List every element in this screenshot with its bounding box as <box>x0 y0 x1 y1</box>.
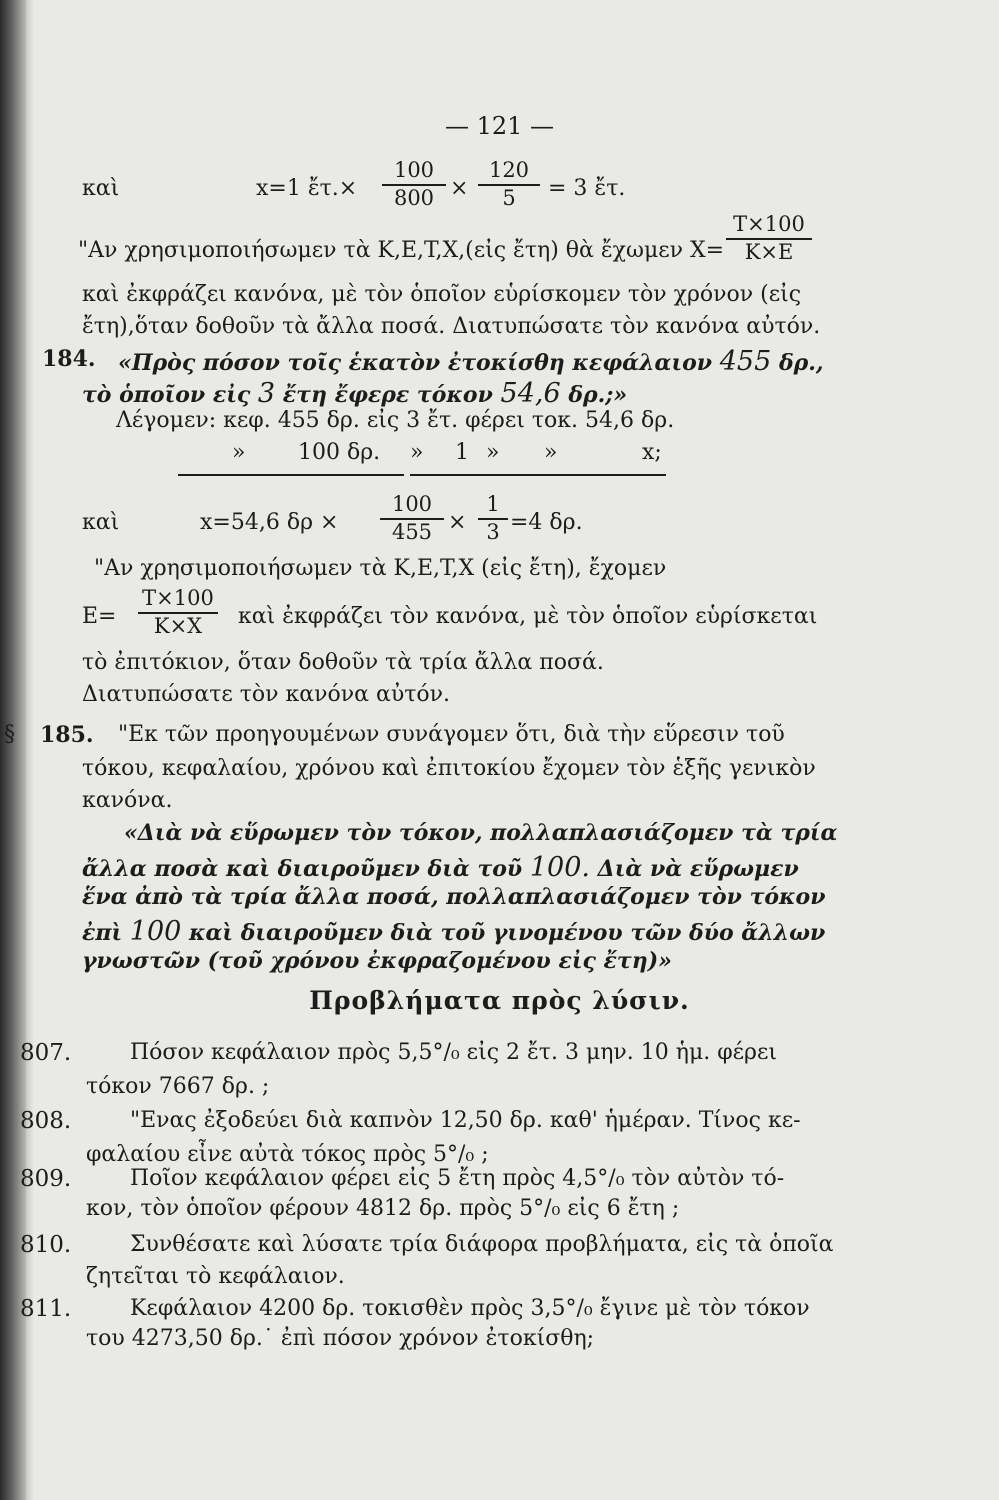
rule-line <box>178 474 404 476</box>
text-line: τόκου, κεφαλαίου, χρόνου καὶ ἐπιτοκίου ἔχομεν τὸν ἑξῆς γενικὸν <box>82 756 816 781</box>
problem-text: του 4273,50 δρ.˙ ἐπὶ πόσον χρόνον ἐτοκίσθη; <box>86 1326 595 1351</box>
ditto-mark: » <box>232 440 246 465</box>
problem-number: 3 <box>257 378 276 409</box>
word-kai: καὶ <box>82 510 120 535</box>
rule-line-5: γνωστῶν (τοῦ χρόνου ἐκφραζομένου εἰς ἔτη)» <box>82 948 672 974</box>
problem-text: "Ενας ἐξοδεύει διὰ καπνὸν 12,50 δρ. καθ' ἡμέραν. Τίνος κε- <box>130 1108 801 1133</box>
page-gutter <box>26 0 34 1500</box>
fraction-time-formula <box>726 214 812 263</box>
fraction-denominator: 800 <box>393 186 435 210</box>
problem-text: δρ.;» <box>568 382 628 408</box>
fraction-denominator: K×E <box>744 240 794 264</box>
rule-text: καὶ διαιροῦμεν διὰ τοῦ γινομένου τῶν δύο ἄλλων <box>189 920 826 946</box>
problem-text: δρ., <box>778 350 824 376</box>
text-line: ἔτη),ὅταν δοθοῦν τὰ ἄλλα ποσά. Διατυπώσατε τὸν κανόνα αὐτόν. <box>82 314 821 339</box>
rate-formula-lhs: E= <box>82 604 117 629</box>
value-1: 1 <box>455 440 469 465</box>
problem-text: «Πρὸς πόσον τοῖς ἑκατὸν ἐτοκίσθη κεφάλαιον <box>118 350 713 376</box>
problem-text: Ποῖον κεφάλαιον φέρει εἰς 5 ἔτη πρὸς 4,5°/₀ τὸν αὐτὸν τό- <box>130 1166 785 1191</box>
problem-text: τὸ ὁποῖον εἰς <box>82 382 251 408</box>
section-number-185: 185. <box>40 722 94 748</box>
fraction-denominator: 455 <box>391 520 433 544</box>
problem-number: 808. <box>20 1108 72 1134</box>
rule-text: ἄλλα ποσὰ καὶ διαιροῦμεν διὰ τοῦ <box>82 856 523 882</box>
formula-result: =4 δρ. <box>510 510 583 535</box>
problem-number: 807. <box>20 1040 72 1066</box>
ditto-mark: » <box>544 440 558 465</box>
problem-text: κον, τὸν ὁποῖον φέρουν 4812 δρ. πρὸς 5°/₀ εἰς 6 ἔτη ; <box>86 1196 680 1221</box>
rule-line <box>410 474 666 476</box>
text-line: "Εκ τῶν προηγουμένων συνάγομεν ὅτι, διὰ τὴν εὕρεσιν τοῦ <box>118 722 785 747</box>
problem-number: 809. <box>20 1166 72 1192</box>
fraction-100-800 <box>382 160 446 209</box>
problem-number: 54,6 <box>500 378 561 409</box>
problem-number: 455 <box>719 346 772 377</box>
time-formula-text: "Αν χρησιμοποιήσωμεν τὰ K,E,T,X,(εἰς ἔτη) θὰ ἔχωμεν X= <box>78 238 725 263</box>
times-sign: × <box>448 510 467 535</box>
formula-x-rate: x=54,6 δρ × <box>200 510 339 535</box>
formula-result: = 3 ἔτ. <box>548 176 626 201</box>
rule-line-2 <box>82 852 799 883</box>
fraction-numerator: 100 <box>391 492 433 516</box>
ditto-mark: » <box>486 440 500 465</box>
fraction-numerator: 100 <box>393 158 435 182</box>
text-line: τὸ ἐπιτόκιον, ὅταν δοθοῦν τὰ τρία ἄλλα ποσά. <box>82 650 604 675</box>
fraction-120-5 <box>478 160 540 209</box>
rule-number: 100. <box>529 852 590 883</box>
unknown-x: x; <box>642 440 662 465</box>
rule-line-3: ἕνα ἀπὸ τὰ τρία ἄλλα ποσά, πολλαπλασιάζομεν τὸν τόκον <box>82 884 826 910</box>
value-100: 100 δρ. <box>298 440 381 465</box>
fraction-numerator: 120 <box>488 158 530 182</box>
text-line: κανόνα. <box>82 788 173 813</box>
rule-line-4 <box>82 916 825 947</box>
section-number-184: 184. <box>42 346 96 372</box>
text-line: Λέγομεν: κεφ. 455 δρ. εἰς 3 ἔτ. φέρει τοκ. 54,6 δρ. <box>116 408 675 433</box>
fraction-rate-formula <box>138 588 218 637</box>
problem-text: φαλαίου εἶνε αὐτὰ τόκος πρὸς 5°/₀ ; <box>86 1142 489 1167</box>
rule-text: ἐπὶ <box>82 920 123 946</box>
section-sign: § <box>4 722 15 747</box>
word-kai: καὶ <box>82 176 120 201</box>
rule-line-1: «Διὰ νὰ εὕρωμεν τὸν τόκον, πολλαπλασιάζομεν τὰ τρία <box>124 820 838 846</box>
text-line: Διατυπώσατε τὸν κανόνα αὐτόν. <box>82 682 450 707</box>
page-number: — 121 — <box>444 112 555 140</box>
fraction-denominator: 5 <box>502 186 516 210</box>
formula-x-time: x=1 ἔτ.× <box>256 176 358 201</box>
problem-text: Πόσον κεφάλαιον πρὸς 5,5°/₀ εἰς 2 ἔτ. 3 μην. 10 ἡμ. φέρει <box>130 1040 778 1065</box>
fraction-numerator: 1 <box>486 492 500 516</box>
fraction-denominator: K×X <box>153 614 203 638</box>
problem-text: ἔτη ἔφερε τόκον <box>282 382 493 408</box>
book-spine-shadow <box>0 0 26 1500</box>
problem-text: ζητεῖται τὸ κεφάλαιον. <box>86 1264 345 1289</box>
problem-text: τόκον 7667 δρ. ; <box>86 1074 270 1099</box>
fraction-numerator: T×100 <box>733 212 805 236</box>
rule-text: Διὰ νὰ εὕρωμεν <box>597 856 799 882</box>
problem-text: Συνθέσατε καὶ λύσατε τρία διάφορα προβλήματα, εἰς τὰ ὁποῖα <box>130 1232 834 1257</box>
problem-number: 811. <box>20 1296 72 1322</box>
times-sign: × <box>450 176 469 201</box>
problem-184-line-2 <box>82 378 627 409</box>
ditto-mark: » <box>410 440 424 465</box>
problems-heading: Προβλήματα πρὸς λύσιν. <box>309 986 690 1015</box>
fraction-numerator: T×100 <box>142 586 214 610</box>
fraction-1-3 <box>478 494 508 543</box>
text-line: καὶ ἐκφράζει κανόνα, μὲ τὸν ὁποῖον εὑρίσκομεν τὸν χρόνον (εἰς <box>82 282 802 307</box>
fraction-denominator: 3 <box>486 520 500 544</box>
fraction-100-455 <box>380 494 444 543</box>
text-line: καὶ ἐκφράζει τὸν κανόνα, μὲ τὸν ὁποῖον εὑρίσκεται <box>238 604 818 629</box>
rule-number: 100 <box>129 916 182 947</box>
problem-184-line-1 <box>118 346 824 377</box>
problem-text: Κεφάλαιον 4200 δρ. τοκισθὲν πρὸς 3,5°/₀ ἔγινε μὲ τὸν τόκον <box>130 1296 810 1321</box>
text-line: "Αν χρησιμοποιήσωμεν τὰ K,E,T,X (εἰς ἔτη), ἔχομεν <box>94 556 667 581</box>
problem-number: 810. <box>20 1232 72 1258</box>
